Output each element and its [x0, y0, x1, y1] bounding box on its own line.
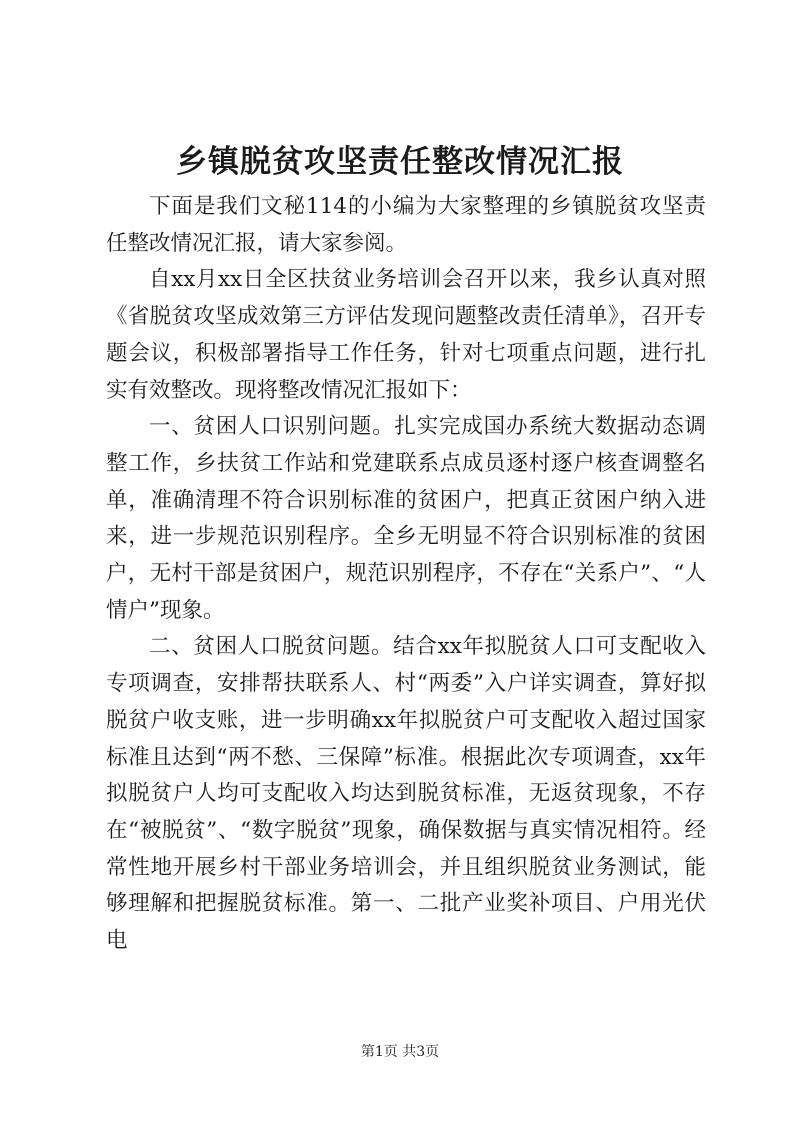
paragraph-section-1: 一、贫困人口识别问题。扎实完成国办系统大数据动态调整工作，乡扶贫工作站和党建联系点成员逐村逐户核查调整名单，准确清理不符合识别标准的贫困户，把真正贫困户纳入进来，进一步规范识别程序。全乡无明显不符合识别标准的贫困户，无村干部是贫困户，规范识别程序，不存在“关系户”、“人情户”现象。	[106, 414, 706, 623]
document-title: 乡镇脱贫攻坚责任整改情况汇报	[176, 144, 624, 180]
page-indicator: 第1页 共3页	[360, 1044, 440, 1060]
document-body	[106, 189, 706, 960]
paragraph-background: 自xx月xx日全区扶贫业务培训会召开以来，我乡认真对照《省脱贫攻坚成效第三方评估发现问题整改责任清单》，召开专题会议，积极部署指导工作任务，针对七项重点问题，进行扎实有效整改。现将整改情况汇报如下：	[106, 267, 706, 403]
paragraph-intro: 下面是我们文秘114的小编为大家整理的乡镇脱贫攻坚责任整改情况汇报，请大家参阅。	[106, 194, 706, 256]
paragraph-section-2: 二、贫困人口脱贫问题。结合xx年拟脱贫人口可支配收入专项调查，安排帮扶联系人、村“两委”入户详实调查，算好拟脱贫户收支账，进一步明确xx年拟脱贫户可支配收入超过国家标准且达到“两不愁、三保障”标准。根据此次专项调查，xx年拟脱贫户人均可支配收入均达到脱贫标准，无返贫现象，不存在“被脱贫”、“数字脱贫”现象，确保数据与真实情况相符。经常性地开展乡村干部业务培训会，并且组织脱贫业务测试，能够理解和把握脱贫标准。第一、二批产业奖补项目、户用光伏电	[106, 634, 706, 954]
page-footer	[0, 1042, 800, 1062]
